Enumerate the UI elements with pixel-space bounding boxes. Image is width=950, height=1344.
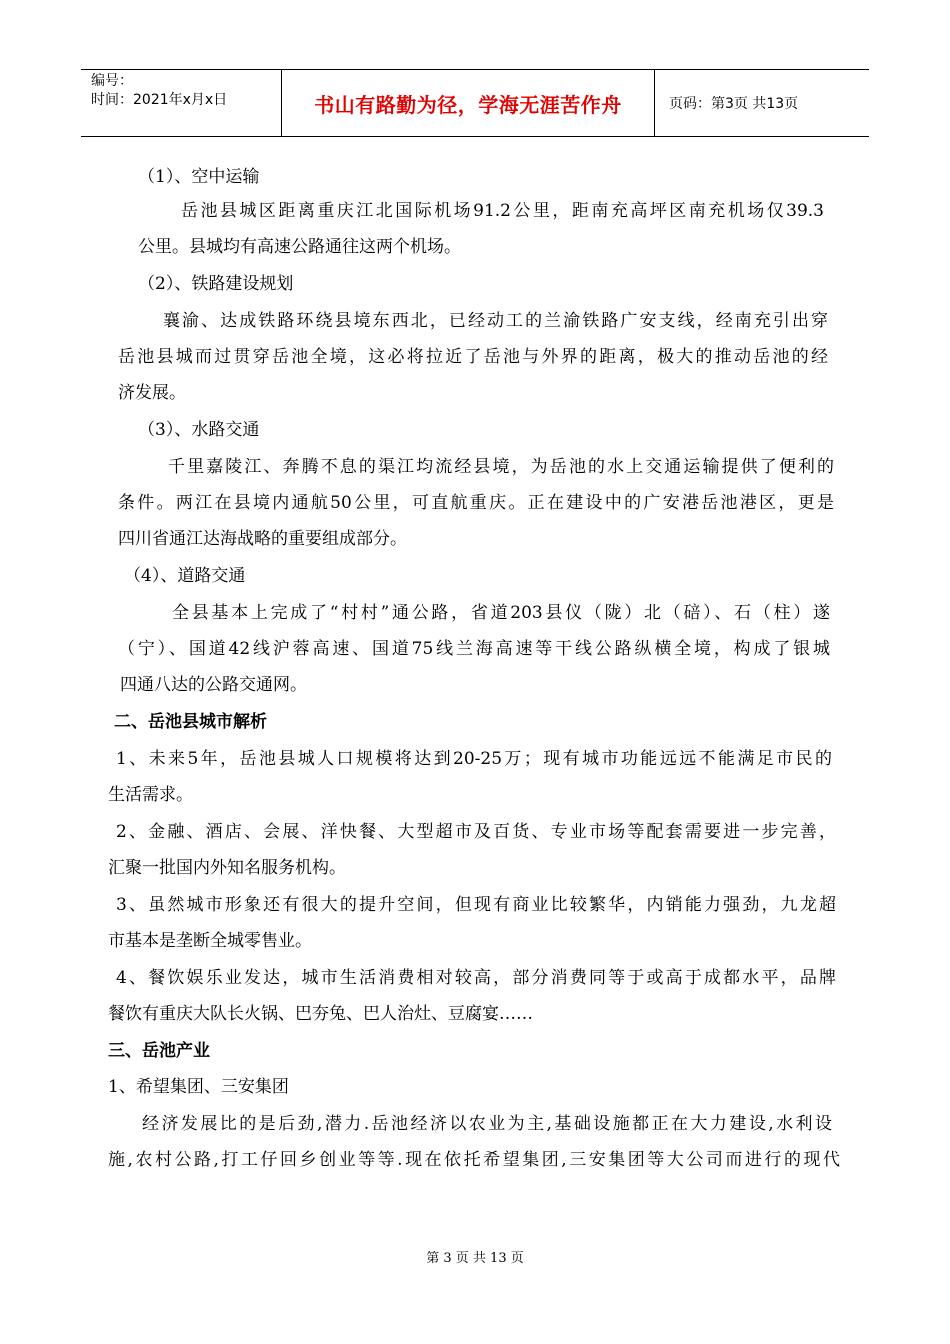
chapter-heading: 三、岳池产业 [108,1041,210,1061]
paragraph-line: 岳池县城区距离重庆江北国际机场91.2公里，距南充高坪区南充机场仅39.3 [181,201,824,221]
paragraph-line: 3、虽然城市形象还有很大的提升空间，但现有商业比较繁华，内销能力强劲，九龙超 [116,895,836,915]
paragraph-line: 汇聚一批国内外知名服务机构。 [108,858,346,878]
number-label: 编号： [91,73,133,89]
subsection-heading: 1、希望集团、三安集团 [108,1077,289,1097]
paragraph-line: 1、未来5年，岳池县城人口规模将达到20-25万；现有城市功能远远不能满足市民的 [116,749,832,769]
paragraph-line: 餐饮有重庆大队长火锅、巴夯兔、巴人治灶、豆腐宴…… [108,1004,533,1024]
paragraph-line: 全县基本上完成了“村村”通公路，省道203县仪（陇）北（碚）、石（柱）遂 [172,603,830,623]
chapter-heading: 二、岳池县城市解析 [114,712,267,732]
paragraph-line: 襄渝、达成铁路环绕县境东西北，已经动工的兰渝铁路广安支线，经南充引出穿 [163,311,828,331]
header-page-info: 页码：第3页 共13页 [669,96,799,112]
paragraph-line: 四川省通江达海战略的重要组成部分。 [118,529,407,549]
paragraph-line: 公里。县城均有高速公路通往这两个机场。 [138,237,461,257]
header-motto: 书山有路勤为径，学海无涯苦作舟 [282,70,655,136]
section-heading: （1）、空中运输 [138,167,260,187]
paragraph-line: 施,农村公路,打工仔回乡创业等等.现在依托希望集团,三安集团等大公司而进行的现代 [108,1150,840,1170]
section-heading: （4）、道路交通 [124,566,246,586]
paragraph-line: 条件。两江在县境内通航50公里，可直航重庆。正在建设中的广安港岳池港区，更是 [118,493,834,513]
paragraph-line: 生活需求。 [108,785,193,805]
paragraph-line: 经济发展比的是后劲,潜力.岳池经济以农业为主,基础设施都正在大力建设,水利设 [142,1114,832,1134]
paragraph-line: 济发展。 [118,383,186,403]
page-footer: 第 3 页 共 13 页 [426,1251,524,1266]
paragraph-line: 千里嘉陵江、奔腾不息的渠江均流经县境，为岳池的水上交通运输提供了便利的 [168,457,834,477]
time-label: 时间：2021年x月x日 [91,92,228,108]
section-heading: （3）、水路交通 [138,420,260,440]
header-meta [81,70,282,136]
paragraph-line: 四通八达的公路交通网。 [120,675,307,695]
paragraph-line: 岳池县城而过贯穿岳池全境，这必将拉近了岳池与外界的距离，极大的推动岳池的经 [118,347,828,367]
section-heading: （2）、铁路建设规划 [138,274,294,294]
paragraph-line: 市基本是垄断全城零售业。 [108,931,312,951]
page-header [81,69,869,137]
paragraph-line: 2、金融、酒店、会展、洋快餐、大型超市及百货、专业市场等配套需要进一步完善， [116,822,836,842]
paragraph-line: 4、餐饮娱乐业发达，城市生活消费相对较高，部分消费同等于或高于成都水平，品牌 [116,968,836,988]
paragraph-line: （宁）、国道42线沪蓉高速、国道75线兰海高速等干线公路纵横全境，构成了银城 [118,639,830,659]
